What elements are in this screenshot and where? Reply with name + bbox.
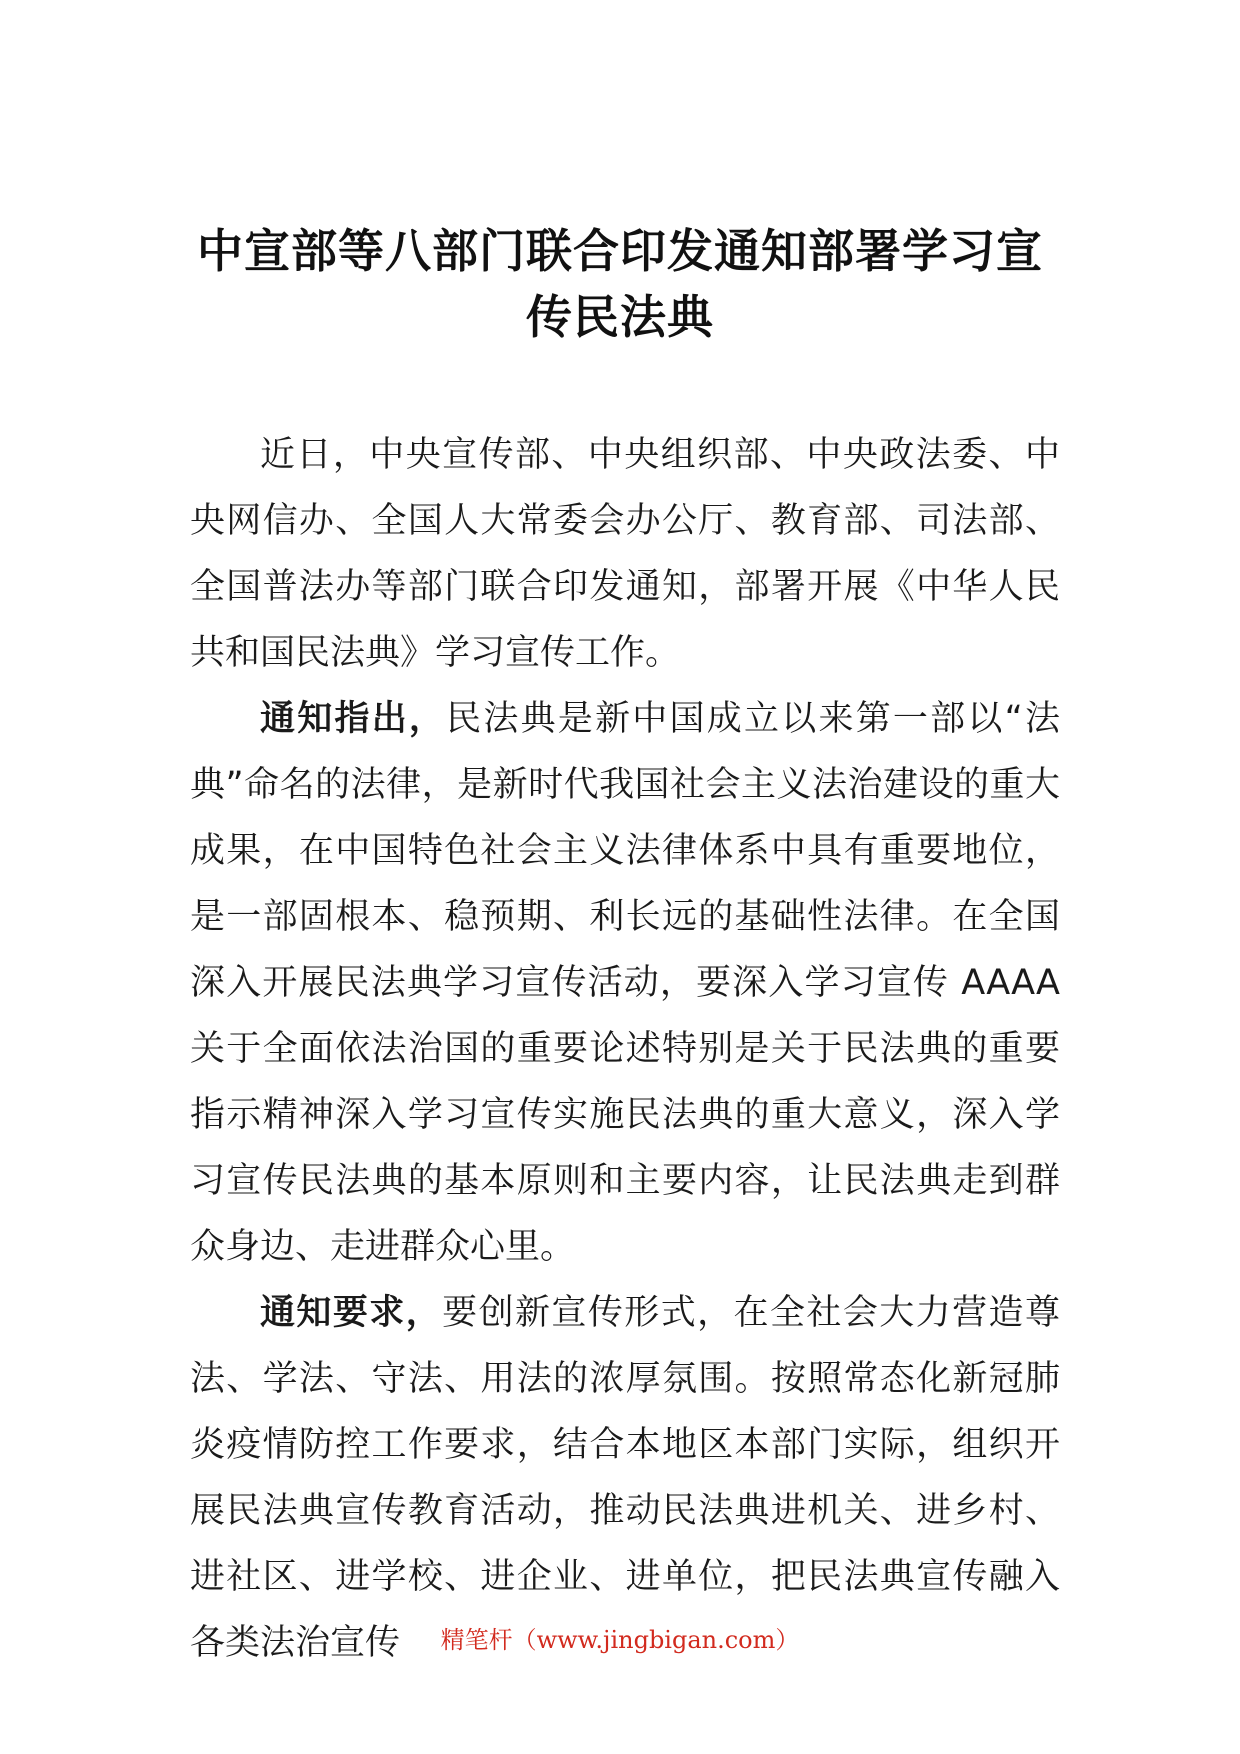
paragraph-3-text: 要创新宣传形式，在全社会大力营造尊法、学法、守法、用法的浓厚氛围。按照常态化新冠肺炎疫情防控工作要求，结合本地区本部门实际，组织开展民法典宣传教育活动，推动民法典进机关、进乡村、进社区、进学校、进企业、进单位，把民法典宣传融入各类法治宣传	[190, 1293, 1060, 1663]
title-line-2: 传民法典	[526, 290, 714, 344]
paragraph-3-lead: 通知要求，	[260, 1293, 443, 1333]
paragraph-2-text: 民法典是新中国成立以来第一部以“法典”命名的法律，是新时代我国社会主义法治建设的重大成果，在中国特色社会主义法律体系中具有重要地位，是一部固根本、稳预期、利长远的基础性法律。在全国深入开展民法典学习宣传活动，要深入学习宣传 AAAA 关于全面依法治国的重要论述特别是关于民法典的重要指示精神深入学习宣传实施民法典的重大意义，深入学习宣传民法典的基本原则和主要内容，让民法典走到群众身边、走进群众心里。	[190, 699, 1060, 1267]
document-title	[180, 218, 1060, 350]
paragraph-2	[190, 686, 1060, 1280]
document-body	[190, 422, 1060, 1676]
paragraph-2-lead: 通知指出，	[260, 699, 447, 739]
footer-watermark-link[interactable]: 精笔杆（www.jingbigan.com）	[440, 1626, 800, 1654]
title-line-1: 中宣部等八部门联合印发通知部署学习宣	[197, 224, 1043, 278]
paragraph-1	[190, 422, 1060, 686]
paragraph-3	[190, 1280, 1060, 1676]
paragraph-1-text: 近日，中央宣传部、中央组织部、中央政法委、中央网信办、全国人大常委会办公厅、教育部、司法部、全国普法办等部门联合印发通知，部署开展《中华人民共和国民法典》学习宣传工作。	[190, 435, 1060, 673]
